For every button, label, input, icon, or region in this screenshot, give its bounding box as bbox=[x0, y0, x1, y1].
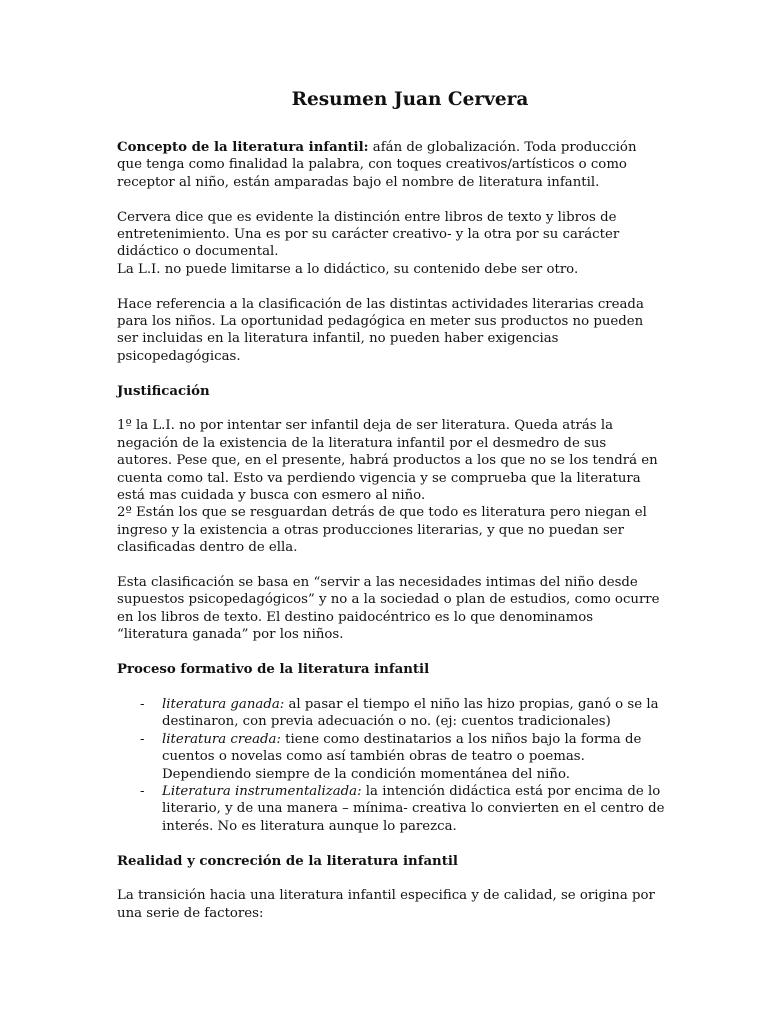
list-text: al pasar el tiempo el niño las hizo propias, ganó o se la destinaron, con previa adecuación o no. (ej: cuentos tradicionales) bbox=[162, 696, 659, 730]
list-dash: - bbox=[140, 783, 145, 799]
literature-types-list bbox=[117, 696, 665, 835]
heading-proceso: Proceso formativo de la literatura infantil bbox=[117, 662, 430, 678]
paragraph-transicion: La transición hacia una literatura infantil especifica y de calidad, se origina por una serie de factores: bbox=[117, 888, 655, 921]
list-dash: - bbox=[140, 696, 145, 712]
paragraph-concepto bbox=[117, 139, 665, 191]
heading-justificacion: Justificación bbox=[117, 383, 210, 399]
list-text: la intención didáctica está por encima de lo literario, y de una manera – mínima- creativa lo convierten en el centro de interés. No es literatura aunque lo parezca. bbox=[162, 783, 665, 834]
list-term: literatura ganada: bbox=[162, 696, 285, 712]
paragraph-cervera: Cervera dice que es evidente la distinción entre libros de texto y libros de entretenimiento. Una es por su carácter creativo- y la otra por su carácter didáctico o documental. bbox=[117, 209, 620, 260]
list-text: tiene como destinatarios a los niños bajo la forma de cuentos o novelas como así también obras de teatro o poemas. Dependiendo siempre de la condición momentánea del niño. bbox=[162, 731, 642, 782]
list-item bbox=[117, 783, 665, 835]
list-term: Literatura instrumentalizada: bbox=[162, 783, 362, 799]
paragraph-segundo: 2º Están los que se resguardan detrás de que todo es literatura pero niegan el ingreso y la existencia a otras producciones literarias, y que no puedan ser clasificadas dentro de ella. bbox=[117, 505, 647, 556]
paragraph-li-limit: La L.I. no puede limitarse a lo didáctico, su contenido debe ser otro. bbox=[117, 261, 579, 277]
paragraph-text: afán de globalización. Toda producción que tenga como finalidad la palabra, con toques creativos/artísticos o como receptor al niño, están amparadas bajo el nombre de literatura infantil. bbox=[117, 140, 637, 190]
paragraph-paidocentrico: Esta clasificación se basa en “servir a las necesidades intimas del niño desde supuestos psicopedagógicos” y no a la sociedad o plan de estudios, como ocurre en los libros de texto. El destino paidocéntrico es lo que denominamos “literatura ganada” por los niños. bbox=[117, 575, 660, 643]
document-page bbox=[117, 88, 665, 940]
paragraph-primero: 1º la L.I. no por intentar ser infantil deja de ser literatura. Queda atrás la negación de la existencia de la literatura infantil por el desmedro de sus autores. Pese que, en el presente, habrá productos a los que no se los tendrá en cuenta como tal. Esto va perdiendo vigencia y se comprueba que la literatura está mas cuidada y busca con esmero al niño. bbox=[117, 418, 658, 504]
list-dash: - bbox=[140, 731, 145, 747]
list-item bbox=[117, 696, 665, 731]
list-term: literatura creada: bbox=[162, 731, 281, 747]
heading-realidad: Realidad y concreción de la literatura infantil bbox=[117, 853, 458, 869]
list-item bbox=[117, 731, 665, 783]
document-title: Resumen Juan Cervera bbox=[291, 89, 529, 110]
paragraph-clasificacion: Hace referencia a la clasificación de las distintas actividades literarias creada para los niños. La oportunidad pedagógica en meter sus productos no pueden ser incluidas en la literatura infantil, no pueden haber exigencias psicopedagógicas. bbox=[117, 296, 644, 364]
paragraph-lead: Concepto de la literatura infantil: bbox=[117, 140, 369, 155]
